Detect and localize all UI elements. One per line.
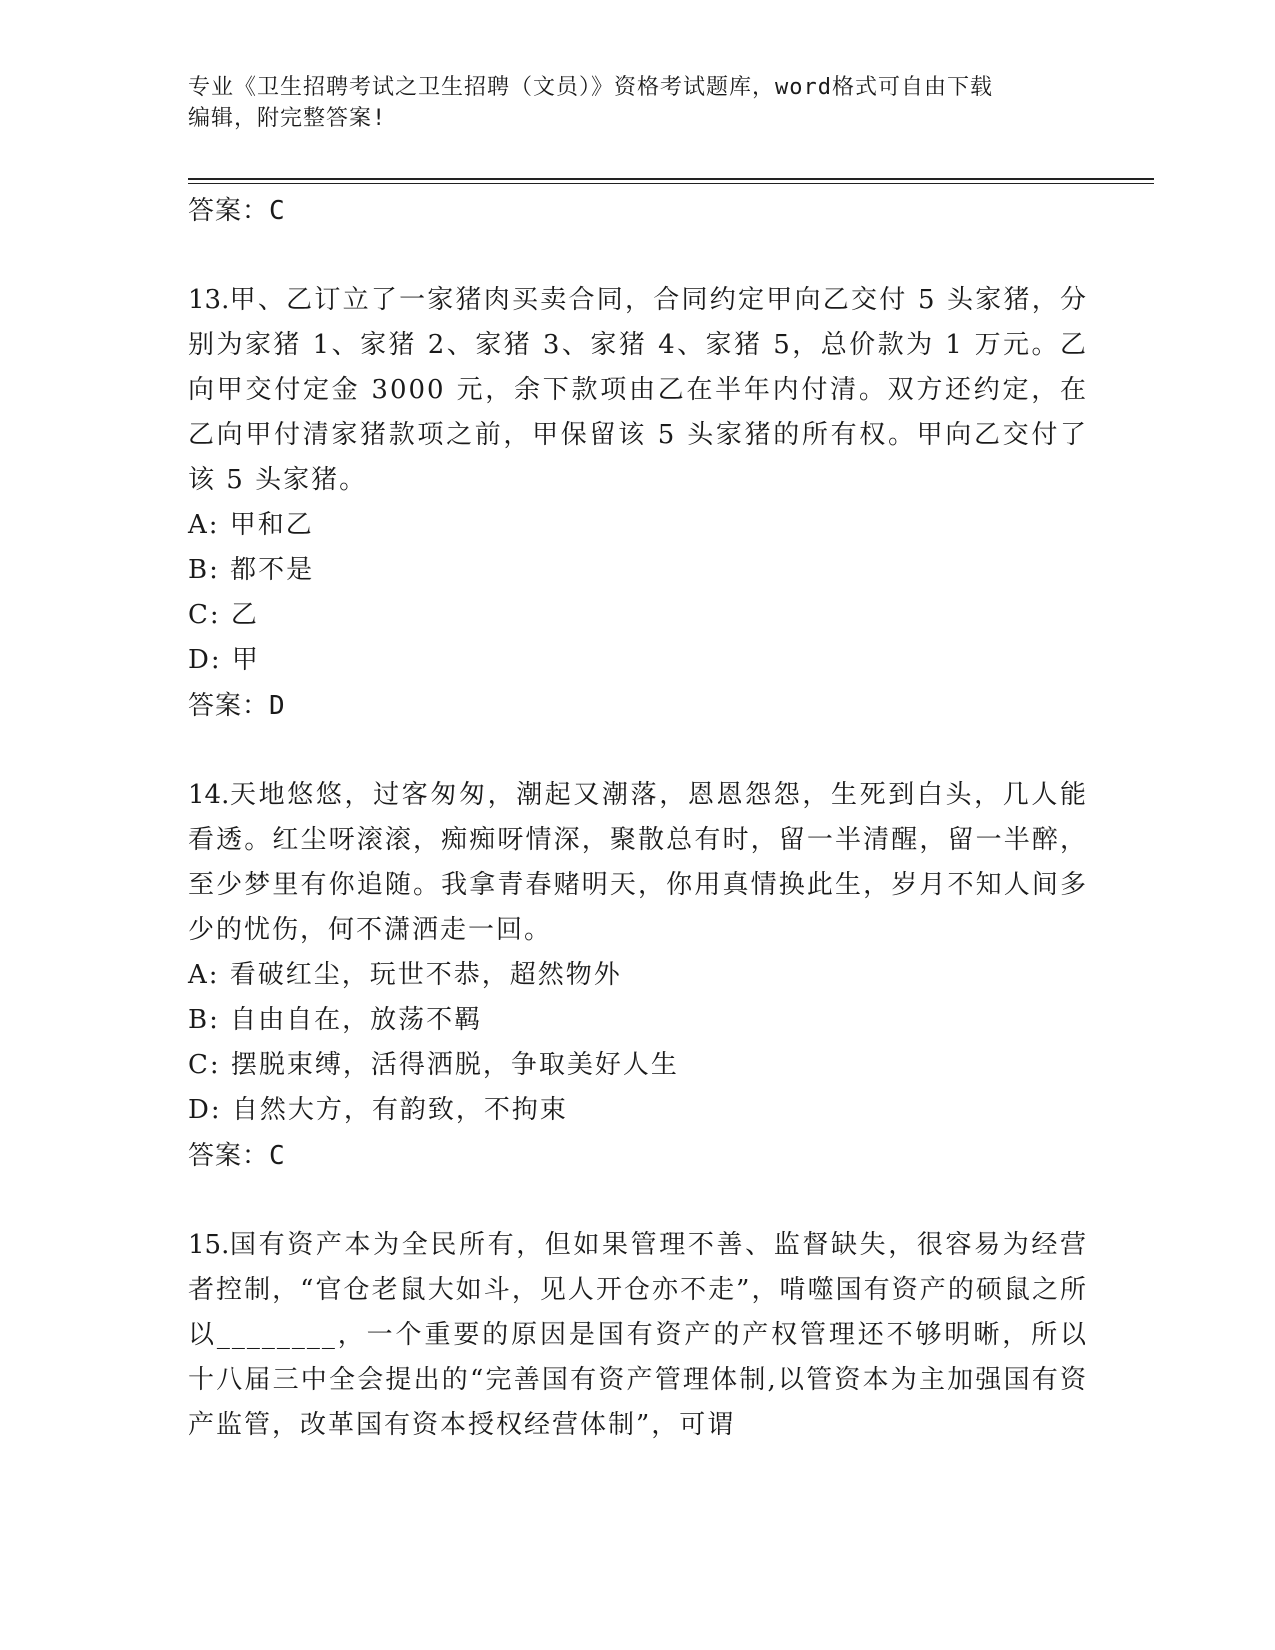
document-header — [188, 72, 1088, 134]
question-list — [188, 188, 1088, 1448]
option-a: A: 甲和乙 — [188, 510, 314, 540]
question-body: 天地悠悠，过客匆匆，潮起又潮落，恩恩怨怨，生死到白头，几人能看透。红尘呀滚滚，痴痴呀情深，聚散总有时，留一半清醒，留一半醉，至少梦里有你追随。我拿青春赌明天，你用真情换此生，岁月不知人间多少的忧伤，何不潇洒走一回。 — [188, 780, 1088, 945]
header-line-2: 编辑，附完整答案! — [188, 106, 387, 131]
option-b: B: 都不是 — [188, 555, 315, 585]
option-a: A: 看破红尘，玩世不恭，超然物外 — [188, 960, 622, 990]
question-text — [188, 278, 1088, 503]
question-number: 15. — [188, 1230, 230, 1260]
question-text — [188, 1223, 1088, 1448]
question-13 — [188, 278, 1088, 729]
question-body: 国有资产本为全民所有，但如果管理不善、监督缺失，很容易为经营者控制，“官仓老鼠大如斗，见人开仓亦不走”，啃噬国有资产的硕鼠之所以________，一个重要的原因是国有资产的产权管理还不够明晰，所以十八届三中全会提出的“完善国有资产管理体制,以管资本为主加强国有资产监管，改革国有资本授权经营体制”，可谓 — [188, 1230, 1088, 1440]
answer: 答案：D — [188, 691, 286, 721]
question-number: 13. — [188, 285, 230, 315]
option-d: D: 自然大方，有韵致，不拘束 — [188, 1095, 568, 1125]
question-14 — [188, 773, 1088, 1179]
question-text — [188, 773, 1088, 953]
previous-answer: 答案：C — [188, 196, 286, 226]
option-d: D: 甲 — [188, 645, 260, 675]
option-c: C: 摆脱束缚，活得洒脱，争取美好人生 — [188, 1050, 679, 1080]
header-divider-thin — [188, 183, 1154, 184]
header-line-1: 专业《卫生招聘考试之卫生招聘（文员）》资格考试题库，word格式可自由下载 — [188, 75, 993, 100]
question-body: 甲、乙订立了一家猪肉买卖合同，合同约定甲向乙交付 5 头家猪，分别为家猪 1、家猪 2、家猪 3、家猪 4、家猪 5，总价款为 1 万元。乙向甲交付定金 3000 元，余下款项由乙在半年内付清。双方还约定，在乙向甲付清家猪款项之前，甲保留该 5 头家猪的所有权。甲向乙交付了该 5 头家猪。 — [188, 285, 1088, 495]
option-c: C: 乙 — [188, 600, 259, 630]
header-divider-thick — [188, 178, 1154, 180]
question-number: 14. — [188, 780, 230, 810]
question-15 — [188, 1223, 1088, 1448]
option-b: B: 自由自在，放荡不羁 — [188, 1005, 483, 1035]
answer: 答案：C — [188, 1141, 286, 1171]
